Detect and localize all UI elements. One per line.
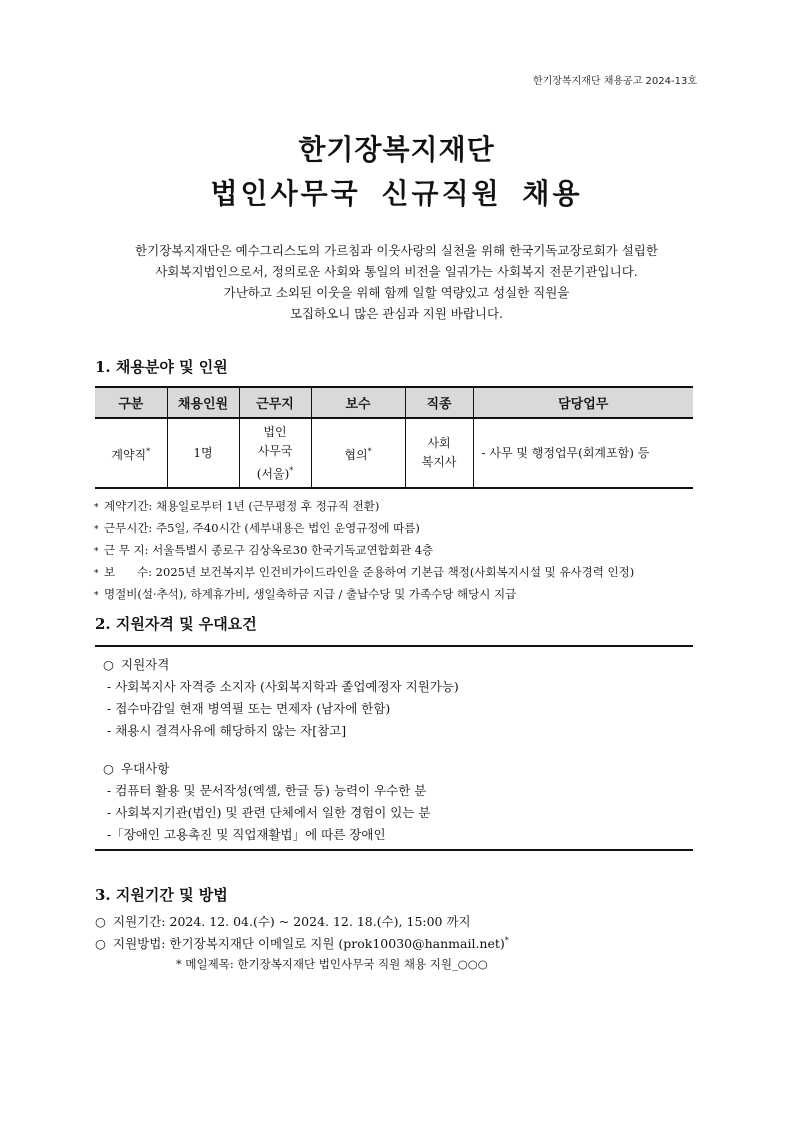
job-line: 사회 <box>427 436 451 450</box>
circle-marker: ○ <box>103 657 114 672</box>
recruitment-notes <box>94 496 634 606</box>
circle-marker: ○ <box>103 761 114 776</box>
table-header-cell: 채용인원 <box>167 387 239 418</box>
location-cell <box>239 418 311 488</box>
note-marker: * <box>94 547 99 557</box>
section-title-recruitment: 1. 채용분야 및 인원 <box>95 358 228 376</box>
note-text: 계약기간: 채용일로부터 1년 (근무평정 후 정규직 전환) <box>104 499 380 513</box>
list-item <box>94 518 634 540</box>
table-header-cell: 담당업무 <box>473 387 693 418</box>
table-header-cell: 보수 <box>311 387 405 418</box>
headcount-cell: 1명 <box>167 418 239 488</box>
pay-value: 협의 <box>344 447 368 462</box>
qualification-heading <box>103 655 169 673</box>
location-line <box>241 461 310 484</box>
list-item: - 채용시 결격사유에 해당하지 않는 자[참고] <box>107 723 347 738</box>
table-header-row <box>95 387 693 418</box>
location-city: (서울) <box>256 466 290 481</box>
email-subject-note: * 메일제목: 한기장복지재단 법인사무국 직원 채용 지원_○○○ <box>176 957 488 971</box>
intro-line: 모집하오니 많은 관심과 지원 바랍니다. <box>289 306 504 321</box>
intro-paragraph <box>60 240 733 324</box>
period-text: 지원기간: 2024. 12. 04.(수) ~ 2024. 12. 18.(수), 15:00 까지 <box>113 914 471 929</box>
note-text: 명절비(설·추석), 하계휴가비, 생일축하금 지급 / 출납수당 및 가족수당 해당시 지급 <box>104 587 517 601</box>
list-item: - 컴퓨터 활용 및 문서작성(엑셀, 한글 등) 능력이 우수한 분 <box>107 783 427 798</box>
intro-line: 사회복지법인으로서, 정의로운 사회와 통일의 비전을 일궈가는 사회복지 전문기관입니다. <box>155 264 638 279</box>
footnote-marker: * <box>289 465 294 475</box>
job-cell <box>405 418 473 488</box>
list-item: - 사회복지기관(법인) 및 관련 단체에서 일한 경험이 있는 분 <box>107 805 431 820</box>
list-item <box>94 562 634 584</box>
note-marker: * <box>94 569 99 579</box>
footnote-marker: * <box>146 446 151 456</box>
note-text: 근 무 지: 서울특별시 종로구 김상옥로30 한국기독교연합회관 4층 <box>104 543 434 557</box>
note-text: 보 수: 2025년 보건복지부 인건비가이드라인을 준용하여 기본급 책정(사회복지시설 및 유사경력 인정) <box>104 565 635 579</box>
pay-cell <box>311 418 405 488</box>
employment-type: 계약직 <box>111 447 147 462</box>
preference-heading <box>103 759 169 777</box>
intro-line: 가난하고 소외된 이웃을 위해 함께 일할 역량있고 성실한 직원을 <box>223 285 570 300</box>
note-marker: * <box>94 525 99 535</box>
heading-text: 우대사항 <box>121 761 170 776</box>
location-line: 법인 <box>263 424 287 439</box>
note-text: 근무시간: 주5일, 주40시간 (세부내용은 법인 운영규정에 따름) <box>104 521 420 535</box>
table-row <box>95 418 693 488</box>
list-item: - 사회복지사 자격증 소지자 (사회복지학과 졸업예정자 지원가능) <box>107 679 459 694</box>
application-period <box>95 912 471 930</box>
circle-marker: ○ <box>95 936 106 951</box>
table-header-cell: 근무지 <box>239 387 311 418</box>
qualifications-box <box>95 645 693 851</box>
list-item: -「장애인 고용촉진 및 직업재활법」에 따른 장애인 <box>107 827 386 842</box>
section-title-qualifications: 2. 지원자격 및 우대요건 <box>95 615 257 633</box>
table-header-cell: 직종 <box>405 387 473 418</box>
list-item <box>94 584 634 606</box>
job-line: 복지사 <box>421 455 457 469</box>
employment-type-cell <box>95 418 167 488</box>
application-method <box>95 934 509 952</box>
document-number: 한기장복지재단 채용공고 2024-13호 <box>532 76 697 87</box>
method-text: 지원방법: 한기장복지재단 이메일로 지원 (prok10030@hanmail.net) <box>113 936 505 951</box>
list-item <box>94 496 634 518</box>
circle-marker: ○ <box>95 914 106 929</box>
recruitment-table <box>95 386 693 489</box>
note-marker: * <box>94 591 99 601</box>
location-line: 사무국 <box>257 443 293 458</box>
list-item: - 접수마감일 현재 병역필 또는 면제자 (남자에 한함) <box>107 701 391 716</box>
footnote-marker: * <box>367 446 372 456</box>
heading-text: 지원자격 <box>121 657 170 672</box>
intro-line: 한기장복지재단은 예수그리스도의 가르침과 이웃사랑의 실천을 위해 한국기독교장로회가 설립한 <box>135 243 658 258</box>
footnote-marker: * <box>504 935 509 945</box>
duty-cell: - 사무 및 행정업무(회계포함) 등 <box>473 418 693 488</box>
table-header-cell: 구분 <box>95 387 167 418</box>
page-title-line2: 법인사무국 신규직원 채용 <box>210 177 583 210</box>
note-marker: * <box>94 503 99 513</box>
list-item <box>94 540 634 562</box>
page-title-line1: 한기장복지재단 <box>298 133 495 166</box>
section-title-application: 3. 지원기간 및 방법 <box>95 886 228 904</box>
